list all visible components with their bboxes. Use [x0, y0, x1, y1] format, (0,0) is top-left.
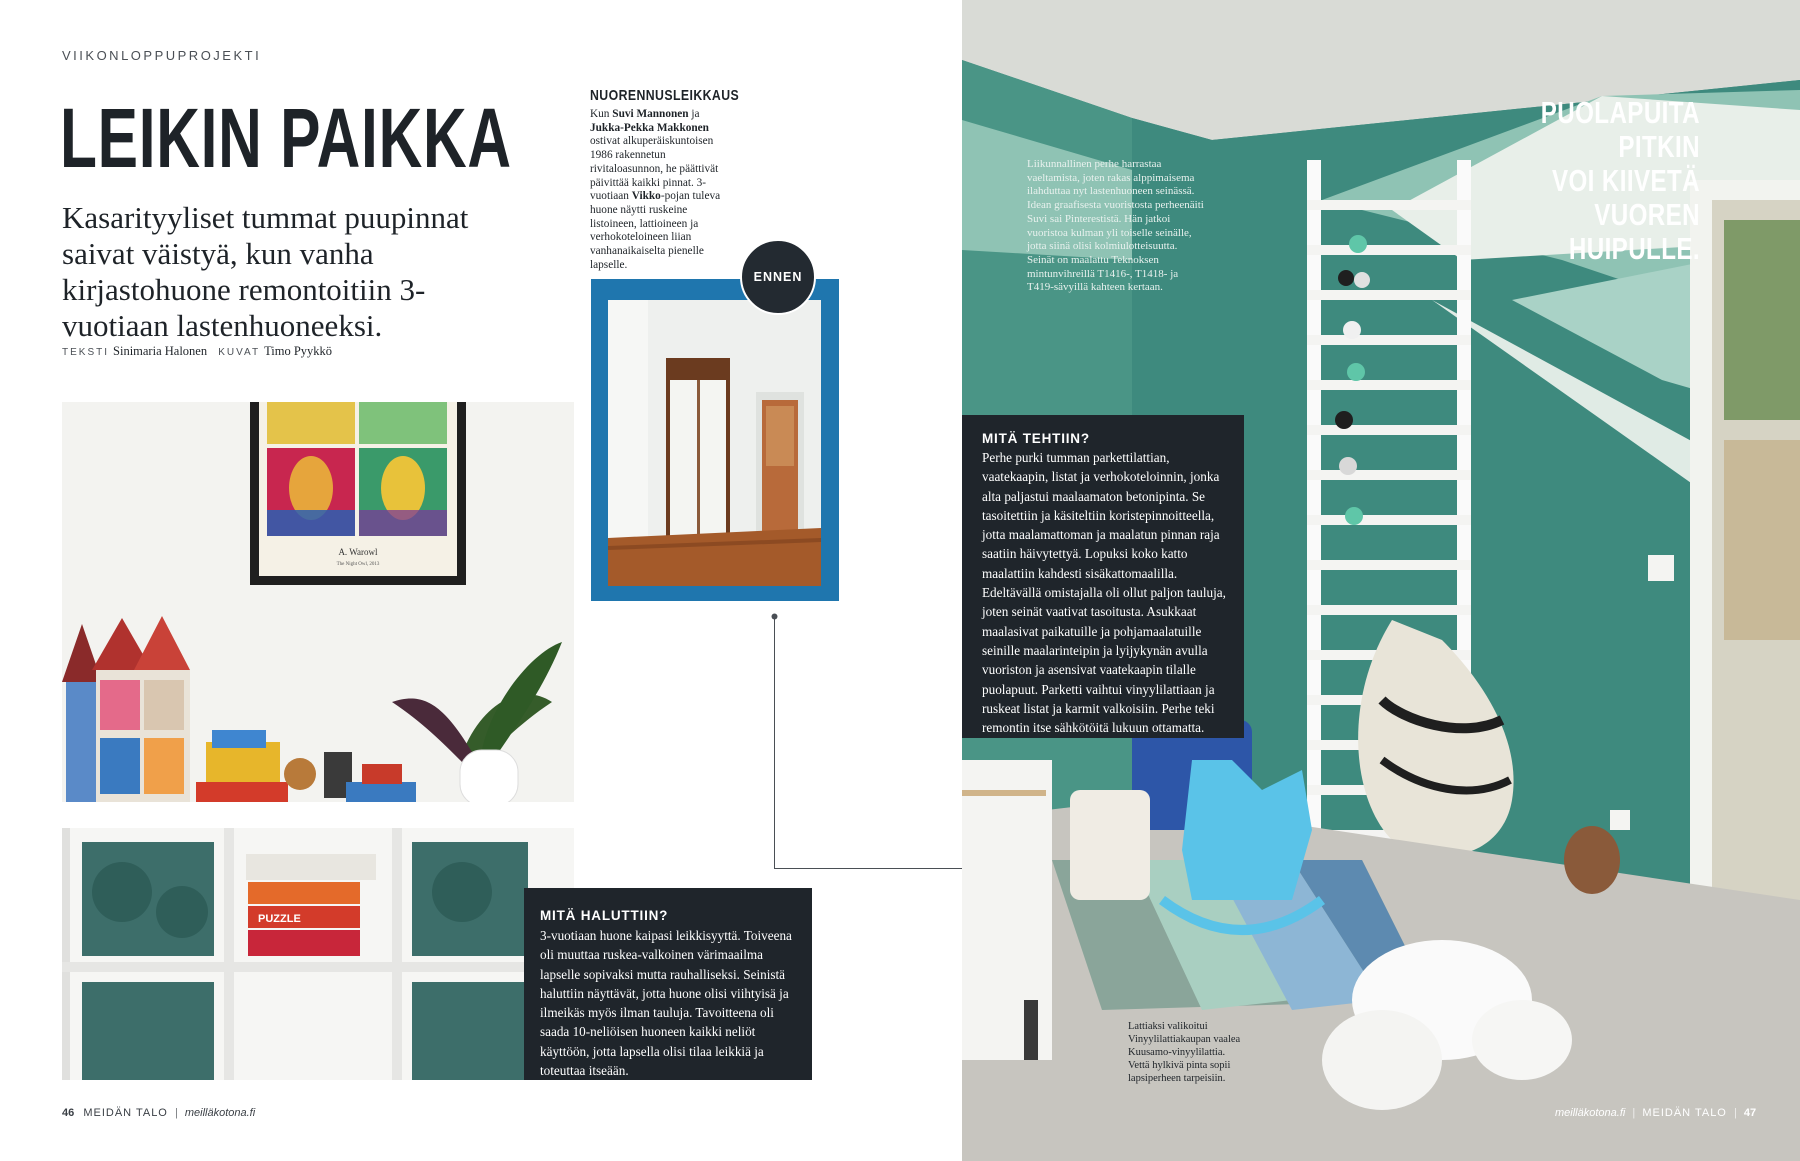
wanted-text: 3-vuotiaan huone kaipasi leikkisyyttä. Toiveena oli muuttaa ruskea-valkoinen värimaailma lapselle sopivaksi mutta rauhalliseksi. Seinistä haluttiin näyttävät, jotta huone olisi viihtyisä ja ilmeikäs myös ilman tauluja. Tavoitteena oli saada 10-neliöisen huoneen kaikki neliöt käyttöön, jotta lapsella olisi tilaa leikkiä ja toteuttaa itseään. [540, 928, 792, 1079]
renovation-text: Kun Suvi Mannonen ja Jukka-Pekka Makkonen ostivat alkuperäiskuntoisen 1986 rakennetun rivitaloasunnon, he päättivät päivittää kaikki pinnat. 3-vuotiaan Vikko-pojan tuleva huone näytti ruskeine listoineen, lattioineen ja verhokoteloineen liian vanhanaikaiselta pienelle lapselle. [590, 108, 721, 271]
wall-caption: Liikunnallinen perhe harrastaa vaeltamista, joten rakas alppimaisema ilahduttaa nyt lastenhuoneen seinässä. Idean graafisesta vuoristosta perheenäiti Suvi sai Pinterestistä. Hän jatkoi vuoristoa kulman yli toiselle seinälle, jotta siinä olisi kolmiulotteisuutta. Seinät on maalattu Teknoksen mintunvihreillä T1416-, T1418- ja T419-sävyillä kahteen kertaan. [1027, 158, 1204, 294]
byline [62, 344, 340, 359]
shelf-illustration [62, 402, 574, 1080]
wanted-title: MITÄ HALUTTIIN? [540, 908, 669, 923]
person-name: Vikko [631, 190, 661, 203]
footer-left [62, 1107, 255, 1119]
before-photo [608, 300, 821, 586]
credit-photo-author: Timo Pyykkö [264, 344, 333, 358]
pullquote [1400, 96, 1700, 266]
footer-right [1555, 1107, 1756, 1119]
lede: Kasarityyliset tummat puupinnat saivat väistyä, kun vanha kirjastohuone remontoitiin 3-vuotiaan lastenhuoneeksi. [62, 200, 469, 343]
website: meilläkotona.fi [1555, 1107, 1626, 1119]
did-text: Perhe purki tumman parkettilattian, vaatekaapin, listat ja verhokoteloinnin, jonka alta paljastui maalaamaton betonipinta. Se tasoitettiin ja käsiteltiin koristepinnoitteella, jotta maalamattoman ja maalatun pinnan raja saatiin häivytettyä. Lopuksi koko katto maalattiin kahdesti sisäkattomaalilla. Edeltävällä omistajalla oli ollut paljon tauluja, joten seinät vaativat tasoitusta. Asukkaat maalasivat paikatuille ja pohjamaalatuille seinille maalarinteipin ja lyijykynän avulla vuoriston ja asensivat vaatekaapin tilalle puolapuut. Parketti vaihtui vinyylilattiaan ja ruskeat listat ja karmit valkoisiin. Perhe teki remontin itse sähkötöitä lukuun ottamatta. [982, 450, 1226, 736]
pullquote-line: HUIPULLE. [1568, 231, 1700, 266]
page-number: 47 [1743, 1107, 1757, 1119]
pullquote-line: PUOLAPUITA PITKIN [1540, 95, 1700, 164]
person-name: Suvi Mannonen [612, 108, 689, 120]
website: meilläkotona.fi [184, 1107, 256, 1119]
magazine-name: MEIDÄN TALO [1642, 1107, 1727, 1119]
credit-text-label: TEKSTI [62, 347, 110, 358]
poster-caption: A. Warowl [338, 547, 378, 557]
kids-shelf-photo [62, 402, 574, 1080]
renovation-title: NUORENNUSLEIKKAUS [590, 87, 740, 104]
leader-line [774, 616, 775, 868]
puzzle-label: PUZZLE [258, 913, 301, 925]
wanted-box [524, 888, 812, 1080]
floor-caption: Lattiaksi valikoitui Vinyylilattiakaupan vaalea Kuusamo-vinyylilattia. Vettä hylkivä pinta sopii lapsiperheen tarpeisiin. [1128, 1021, 1241, 1084]
credit-text-author: Sinimaria Halonen [113, 344, 208, 358]
magazine-name: MEIDÄN TALO [83, 1107, 168, 1119]
did-title: MITÄ TEHTIIN? [982, 431, 1090, 446]
credit-photo-label: KUVAT [218, 347, 261, 358]
footer-divider: | [1733, 1107, 1737, 1119]
headline: LEIKIN PAIKKA [60, 91, 512, 185]
before-room-illustration [608, 300, 821, 586]
footer-divider: | [174, 1107, 178, 1119]
footer-divider: | [1632, 1107, 1636, 1119]
leader-line [774, 868, 964, 869]
person-name: Jukka-Pekka Makkonen [590, 121, 709, 134]
did-box [962, 415, 1244, 738]
leader-end-dot [771, 613, 778, 620]
page-number: 46 [62, 1107, 75, 1119]
poster-subcaption: The Night Owl, 2013 [336, 562, 380, 567]
pullquote-line: VOI KIIVETÄ VUOREN [1551, 163, 1700, 232]
section-label: VIIKONLOPPUPROJEKTI [62, 48, 262, 63]
before-badge: ENNEN [740, 239, 816, 315]
